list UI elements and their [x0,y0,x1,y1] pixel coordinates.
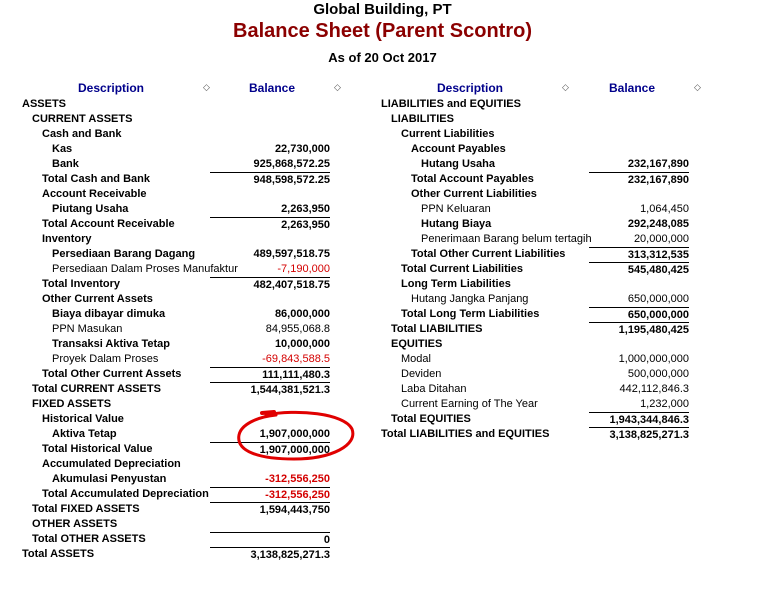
row-label: Total Other Current Assets [42,368,182,380]
row-value: -69,843,588.5 [262,353,330,365]
row-label: Other Current Liabilities [411,188,537,200]
row-label: ASSETS [22,98,67,110]
row-label: Persediaan Dalam Proses Manufaktur [52,263,238,275]
row-value: 313,312,535 [589,247,689,262]
column-header-description-right[interactable]: Description [437,81,504,95]
row-value: 232,167,890 [589,172,689,187]
row-label: Account Receivable [42,188,147,200]
row-label: Modal [401,353,431,365]
row-label: Cash and Bank [42,128,122,140]
table-row [0,412,765,427]
row-value: 1,907,000,000 [210,442,330,457]
table-row [0,97,765,112]
sort-icon[interactable]: ◇ [334,82,341,92]
row-label: Total LIABILITIES [391,323,483,335]
row-label: Aktiva Tetap [52,428,117,440]
table-row [0,322,765,337]
row-value: 482,407,518.75 [210,277,330,292]
column-header-description-left[interactable]: Description [78,81,145,95]
row-value: 650,000,000 [627,293,689,305]
sort-icon[interactable]: ◇ [694,82,701,92]
row-label: Total ASSETS [22,548,95,560]
row-label: Total LIABILITIES and EQUITIES [381,428,550,440]
row-label: Accumulated Depreciation [42,458,181,470]
row-value: 1,943,344,846.3 [589,412,689,427]
table-row [0,382,765,397]
table-row [0,157,765,172]
row-value: 1,232,000 [640,398,689,410]
row-label: Proyek Dalam Proses [52,353,159,365]
row-label: Total Accumulated Depreciation [42,488,209,500]
row-label: Piutang Usaha [52,203,129,215]
row-label: Deviden [401,368,442,380]
row-label: Total Cash and Bank [42,173,150,185]
row-value: 0 [210,532,330,547]
row-label: Persediaan Barang Dagang [52,248,196,260]
row-label: LIABILITIES and EQUITIES [381,98,521,110]
table-row [0,472,765,487]
highlight-annotation-circle [236,411,356,461]
row-value: 489,597,518.75 [253,248,330,260]
table-row [0,112,765,127]
row-value: 20,000,000 [633,233,689,245]
table-row [0,262,765,277]
row-label: Total Historical Value [42,443,153,455]
row-value: -312,556,250 [265,473,330,485]
table-row [0,202,765,217]
table-row [0,127,765,142]
table-row [0,232,765,247]
row-label: Historical Value [42,413,124,425]
row-value: 3,138,825,271.3 [210,547,330,562]
row-value: 1,195,480,425 [589,322,689,337]
table-row [0,427,765,442]
row-value: 1,544,381,521.3 [210,382,330,397]
sort-icon[interactable]: ◇ [562,82,569,92]
report-date: As of 20 Oct 2017 [328,50,437,65]
table-row [0,367,765,382]
table-row [0,532,765,547]
row-label: Total EQUITIES [391,413,471,425]
row-label: Current Earning of The Year [401,398,538,410]
row-value: 232,167,890 [627,158,689,170]
table-row [0,502,765,517]
row-label: OTHER ASSETS [32,518,118,530]
table-row [0,352,765,367]
row-label: PPN Keluaran [421,203,491,215]
table-row [0,277,765,292]
row-value: 3,138,825,271.3 [589,427,689,442]
row-value: 22,730,000 [274,143,330,155]
row-value: 1,594,443,750 [210,502,330,517]
column-header-balance-left[interactable]: Balance [249,81,296,95]
row-label: Kas [52,143,73,155]
row-value: 442,112,846.3 [619,383,689,395]
table-row [0,397,765,412]
row-value: 2,263,950 [281,203,330,215]
row-label: Hutang Jangka Panjang [411,293,529,305]
row-label: Laba Ditahan [401,383,467,395]
row-value: -312,556,250 [210,487,330,502]
row-label: Biaya dibayar dimuka [52,308,166,320]
row-label: Total Account Receivable [42,218,175,230]
report-title: Balance Sheet (Parent Scontro) [233,20,532,42]
row-label: Long Term Liabilities [401,278,511,290]
row-label: Account Payables [411,143,506,155]
row-label: Total Current Liabilities [401,263,524,275]
row-label: Inventory [42,233,92,245]
row-value: 2,263,950 [210,217,330,232]
table-row [0,217,765,232]
row-label: Total OTHER ASSETS [32,533,146,545]
row-value: -7,190,000 [277,263,330,275]
company-name: Global Building, PT [313,1,452,18]
row-label: Other Current Assets [42,293,153,305]
row-value: 650,000,000 [589,307,689,322]
row-label: Penerimaan Barang belum tertagih [421,233,592,245]
row-label: Total Inventory [42,278,121,290]
table-row [0,337,765,352]
row-label: Total CURRENT ASSETS [32,383,161,395]
row-label: Transaksi Aktiva Tetap [52,338,170,350]
row-value: 500,000,000 [627,368,689,380]
row-label: Bank [52,158,79,170]
table-row [0,442,765,457]
table-row [0,172,765,187]
row-label: FIXED ASSETS [32,398,112,410]
row-value: 545,480,425 [589,262,689,277]
row-value: 948,598,572.25 [210,172,330,187]
row-label: LIABILITIES [391,113,454,125]
row-label: Hutang Biaya [421,218,492,230]
row-label: PPN Masukan [52,323,123,335]
table-row [0,142,765,157]
table-row [0,457,765,472]
row-label: Akumulasi Penyustan [52,473,167,485]
row-value: 925,868,572.25 [253,158,330,170]
column-header-balance-right[interactable]: Balance [609,81,656,95]
row-value: 10,000,000 [274,338,330,350]
row-label: EQUITIES [391,338,443,350]
row-label: Total FIXED ASSETS [32,503,140,515]
row-label: Total Long Term Liabilities [401,308,540,320]
row-label: Hutang Usaha [421,158,495,170]
row-value: 1,064,450 [640,203,689,215]
row-label: CURRENT ASSETS [32,113,133,125]
table-row [0,247,765,262]
row-value: 84,955,068.8 [265,323,330,335]
row-label: Total Account Payables [411,173,534,185]
table-row [0,517,765,532]
sort-icon[interactable]: ◇ [203,82,210,92]
table-row [0,187,765,202]
row-value: 1,000,000,000 [618,353,689,365]
table-row [0,547,765,562]
row-value: 86,000,000 [274,308,330,320]
row-value: 292,248,085 [627,218,689,230]
row-value: 111,111,480.3 [210,367,330,382]
table-row [0,292,765,307]
table-row [0,307,765,322]
row-label: Total Other Current Liabilities [411,248,566,260]
row-value: 1,907,000,000 [259,428,330,440]
row-label: Current Liabilities [401,128,495,140]
table-row [0,487,765,502]
